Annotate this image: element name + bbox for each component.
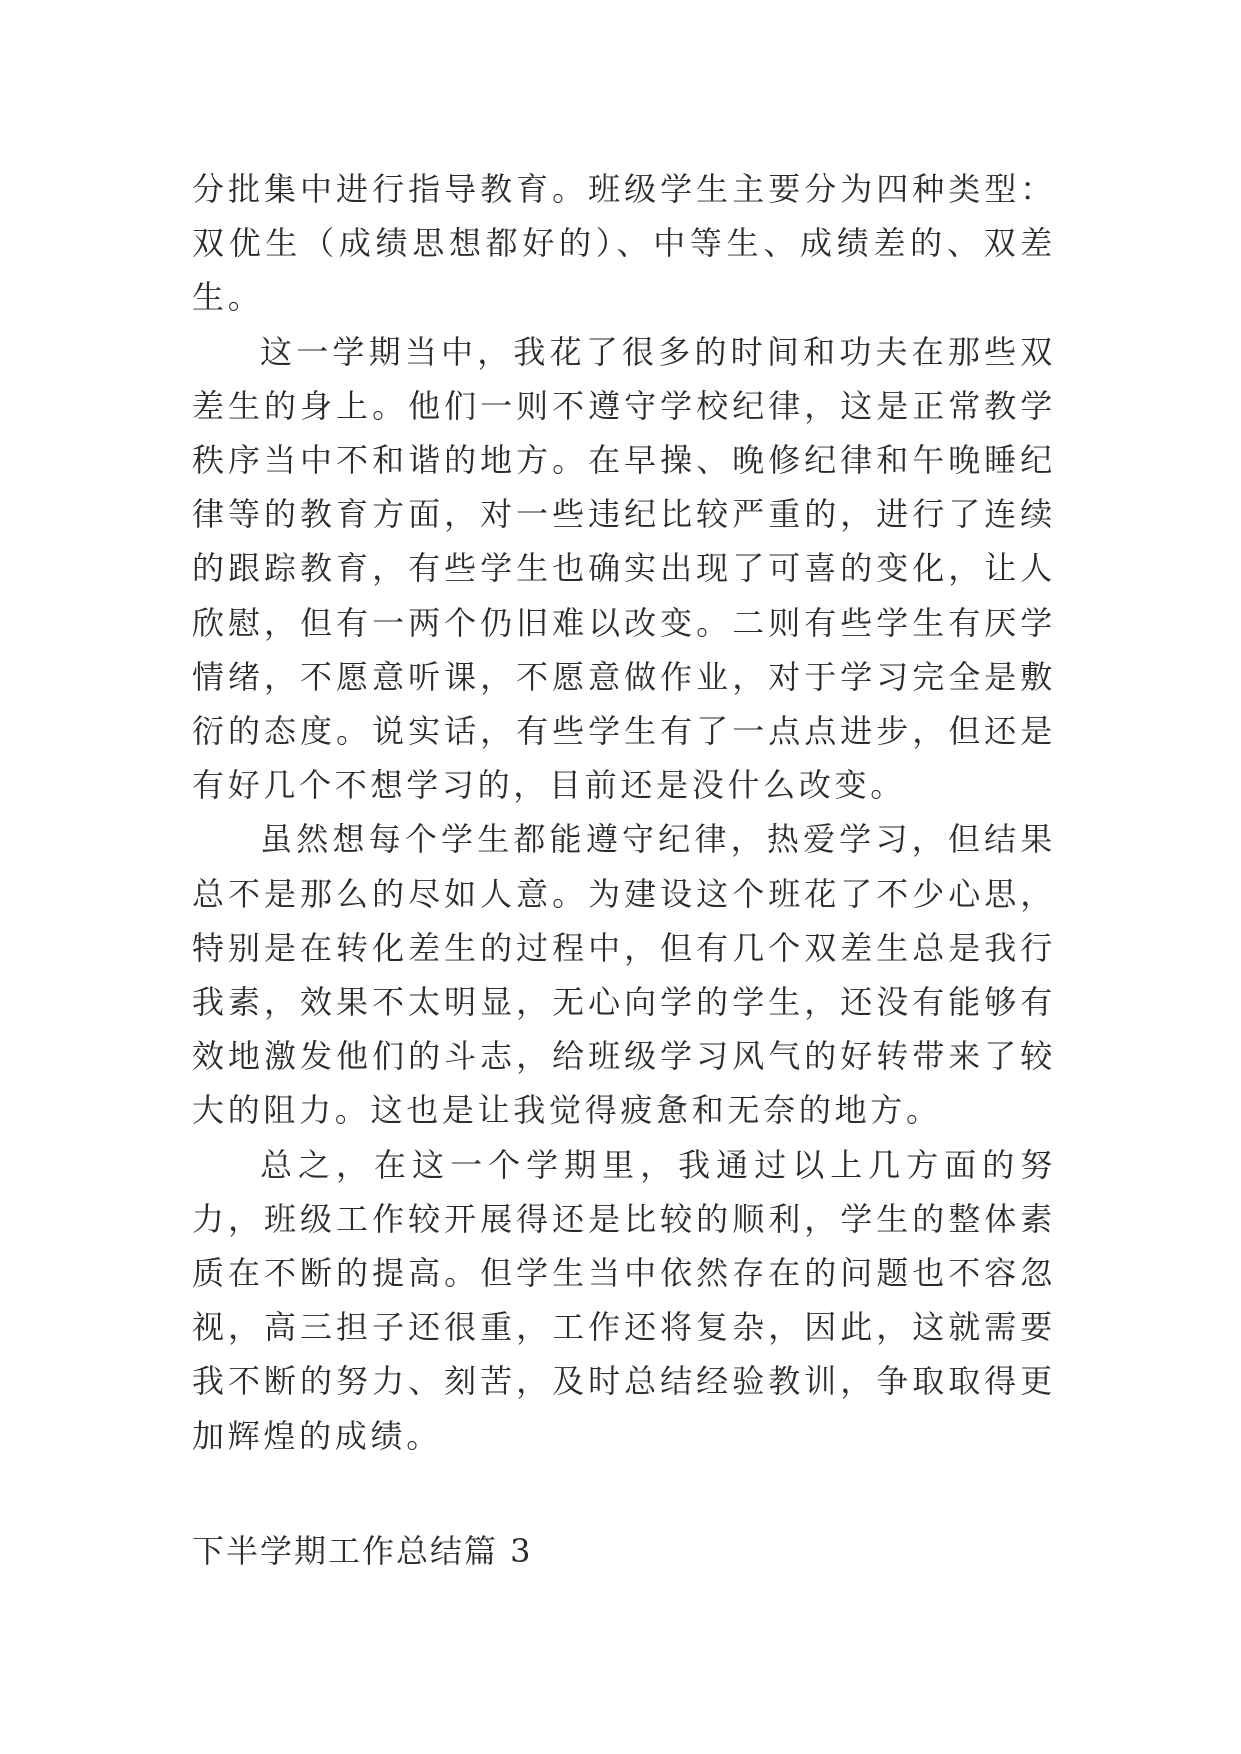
paragraph-2: 这一学期当中，我花了很多的时间和功夫在那些双差生的身上。他们一则不遵守学校纪律，这是正常教学秩序当中不和谐的地方。在早操、晚修纪律和午晚睡纪律等的教育方面，对一些违纪比较严重的，进行了连续的跟踪教育，有些学生也确实出现了可喜的变化，让人欣慰，但有一两个仍旧难以改变。二则有些学生有厌学情绪，不愿意听课，不愿意做作业，对于学习完全是敷衍的态度。说实话，有些学生有了一点点进步，但还是有好几个不想学习的，目前还是没什么改变。 bbox=[192, 332, 1056, 805]
paragraph-3: 虽然想每个学生都能遵守纪律，热爱学习，但结果总不是那么的尽如人意。为建设这个班花了不少心思，特别是在转化差生的过程中，但有几个双差生总是我行我素，效果不太明显，无心向学的学生，还没有能够有效地激发他们的斗志，给班级学习风气的好转带来了较大的阻力。这也是让我觉得疲惫和无奈的地方。 bbox=[192, 820, 1056, 1130]
paragraph-4: 总之，在这一个学期里，我通过以上几方面的努力，班级工作较开展得还是比较的顺利，学生的整体素质在不断的提高。但学生当中依然存在的问题也不容忽视，高三担子还很重，工作还将复杂，因此，这就需要我不断的努力、刻苦，及时总结经验教训，争取取得更加辉煌的成绩。 bbox=[192, 1145, 1056, 1455]
document-body bbox=[192, 162, 1056, 1463]
section-title: 下半学期工作总结篇 3 bbox=[192, 1532, 533, 1570]
paragraph-1: 分批集中进行指导教育。班级学生主要分为四种类型：双优生（成绩思想都好的）、中等生、成绩差的、双差生。 bbox=[192, 170, 1056, 317]
